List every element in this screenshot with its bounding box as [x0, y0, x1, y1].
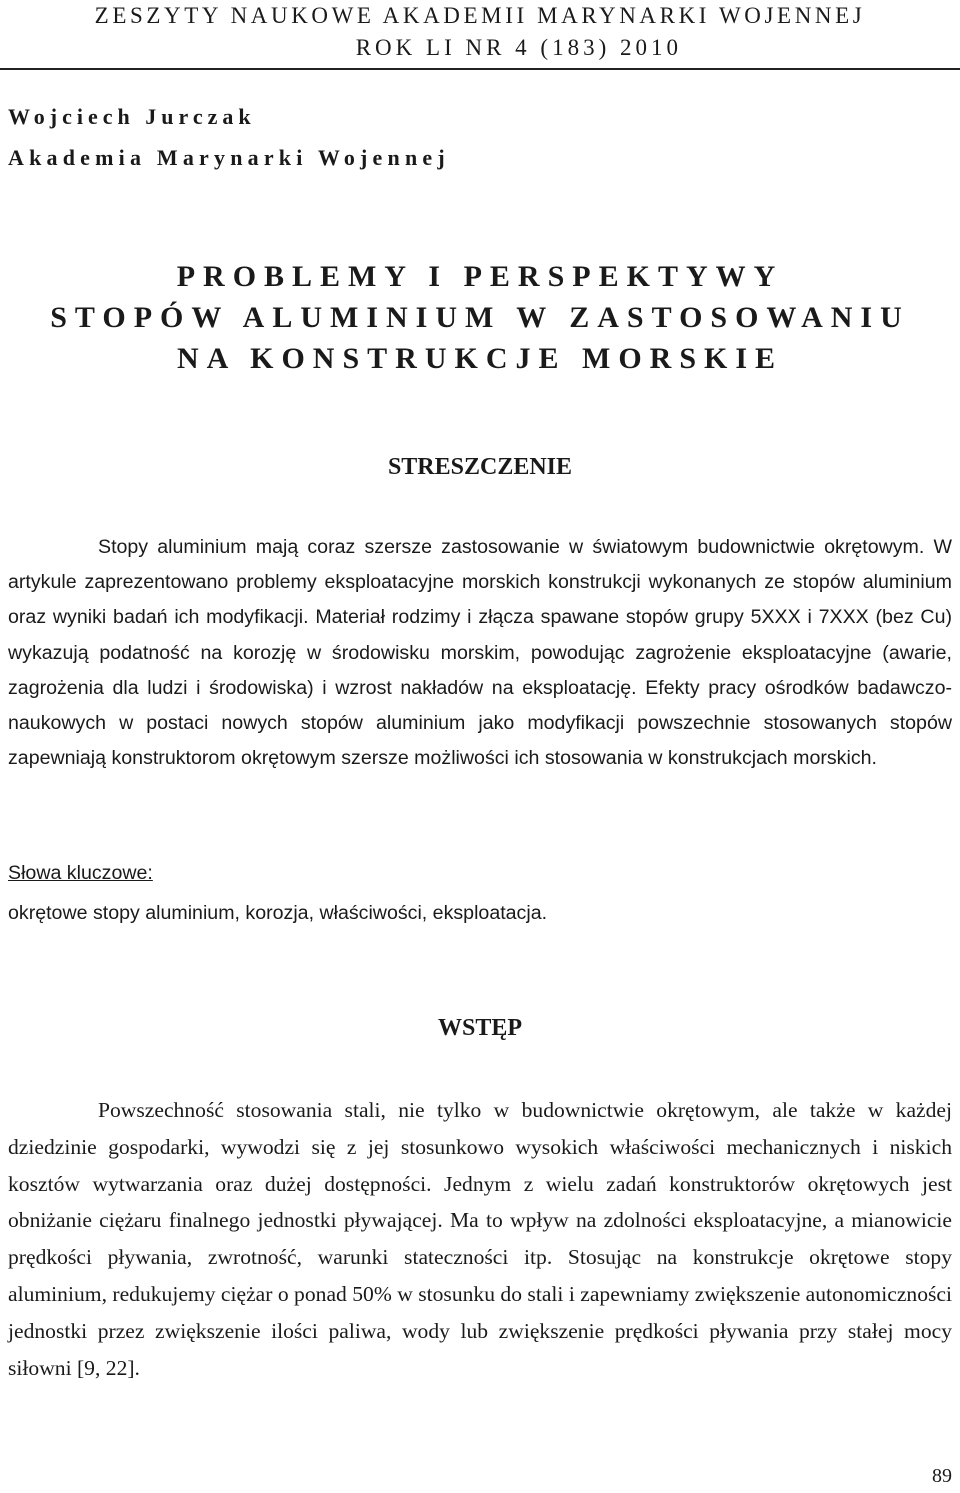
header-divider	[0, 68, 960, 70]
paper-title	[0, 256, 960, 379]
section-heading-intro: WSTĘP	[437, 1015, 523, 1041]
author-affiliation: Akademia Marynarki Wojennej	[8, 145, 450, 170]
journal-issue: ROK LI NR 4 (183) 2010	[355, 35, 682, 60]
author-name: Wojciech Jurczak	[8, 104, 256, 129]
title-line: PROBLEMY I PERSPEKTYWY	[176, 260, 784, 293]
abstract-text: Stopy aluminium mają coraz szersze zastosowanie w światowym budownictwie okrętowym. W artykule zaprezentowano problemy eksploatacyjne morskich konstrukcji wykonanych ze stopów aluminium oraz wyniki badań ich modyfikacji. Materiał rodzimy i złącza spawane stopów grupy 5XXX i 7XXX (bez Cu) wykazują podatność na korozję w środowisku morskim, powodując zagrożenie eksploatacyjne (awarie, zagrożenia dla ludzi i środowiska) i wzrost nakładów na eksploatację. Efekty pracy ośrodków badawczo-naukowych w postaci nowych stopów aluminium jako modyfikacji powszechnie stosowanych stopów zapewniają konstruktorom okrętowym szersze możliwości ich stosowania w konstrukcjach morskich.	[8, 536, 952, 770]
title-line: NA KONSTRUKCJE MORSKIE	[176, 342, 784, 375]
intro-paragraph: Powszechność stosowania stali, nie tylko w budownictwie okrętowym, ale także w każdej dziedzinie gospodarki, wywodzi się z jej stosunkowo wysokich właściwości mechanicznych i niskich kosztów wytwarzania oraz dużej dostępności. Jednym z wielu zadań konstruktorów okrętowych jest obniżanie ciężaru finalnego jednostki pływającej. Ma to wpływ na zdolności eksploatacyjne, a mianowicie prędkości pływania, zwrotność, warunki stateczności itp. Stosując na konstrukcje okrętowe stopy aluminium, redukujemy ciężar o ponad 50% w stosunku do stali i zapewniamy zwiększenie autonomiczności jednostki przez zwiększenie ilości paliwa, wody lub zwiększenie prędkości pływania przy stałej mocy siłowni [9, 22].	[8, 1098, 952, 1380]
journal-header	[0, 0, 960, 60]
journal-name: ZESZYTY NAUKOWE AKADEMII MARYNARKI WOJENNEJ	[94, 3, 866, 28]
page-number: 89	[932, 1465, 952, 1487]
keywords-text: okrętowe stopy aluminium, korozja, właściwości, eksploatacja.	[8, 902, 548, 924]
abstract-heading: STRESZCZENIE	[387, 454, 573, 480]
keywords-label: Słowa kluczowe:	[8, 862, 153, 884]
title-line: STOPÓW ALUMINIUM W ZASTOSOWANIU	[50, 301, 910, 334]
